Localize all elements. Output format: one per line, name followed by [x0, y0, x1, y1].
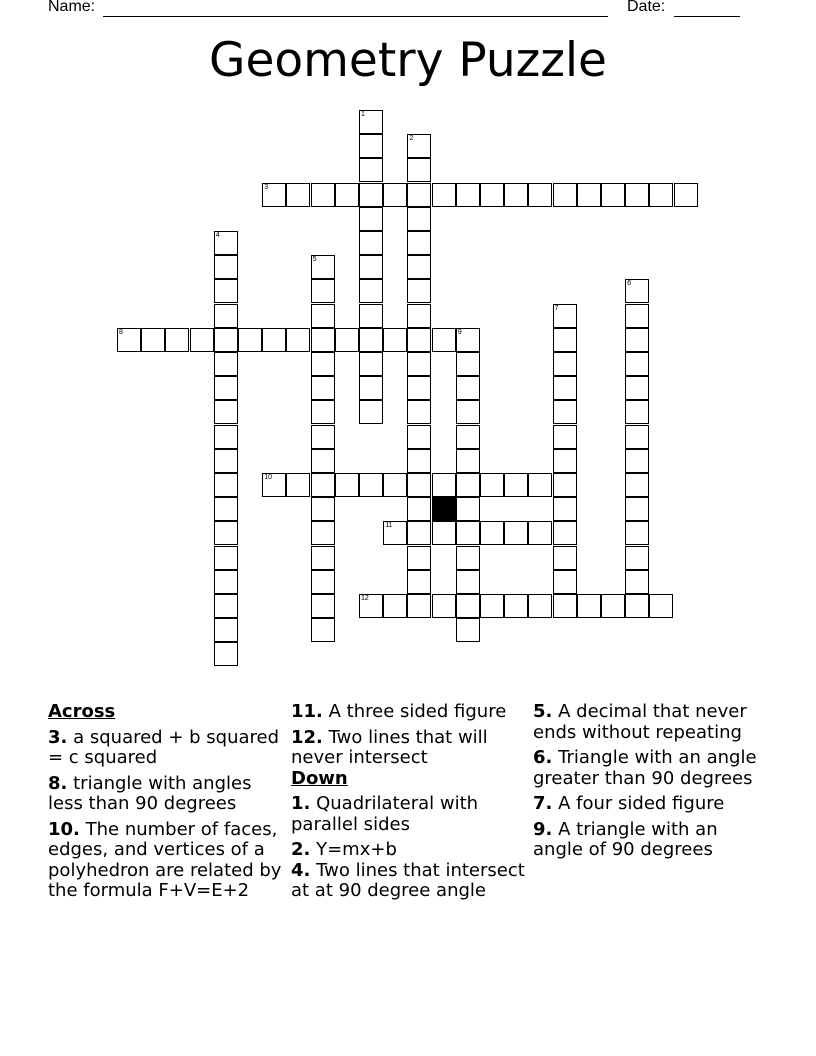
date-label: Date:	[627, 0, 666, 15]
grid-cell[interactable]	[214, 642, 238, 666]
grid-cell[interactable]	[407, 158, 431, 182]
grid-cell[interactable]	[456, 497, 480, 521]
grid-cell[interactable]	[407, 255, 431, 279]
grid-cell[interactable]	[214, 618, 238, 642]
grid-cell[interactable]	[625, 594, 649, 618]
grid-cell[interactable]	[214, 449, 238, 473]
grid-cell[interactable]	[359, 328, 383, 352]
grid-cell[interactable]	[311, 376, 335, 400]
grid-cell[interactable]	[625, 352, 649, 376]
grid-cell[interactable]	[553, 352, 577, 376]
grid-cell[interactable]	[214, 521, 238, 545]
clue-number-label: 5	[312, 256, 317, 264]
grid-cell[interactable]	[625, 425, 649, 449]
grid-cell[interactable]	[625, 376, 649, 400]
clue-column-2	[291, 702, 531, 907]
grid-cell[interactable]	[335, 328, 359, 352]
grid-cell[interactable]	[407, 425, 431, 449]
clue-number: 5.	[533, 701, 553, 722]
clue-column-3	[533, 702, 773, 866]
clue-number: 1.	[291, 793, 311, 814]
grid-cell[interactable]	[504, 521, 528, 545]
grid-cell[interactable]	[165, 328, 189, 352]
grid-cell[interactable]	[553, 594, 577, 618]
grid-cell[interactable]	[480, 473, 504, 497]
clue-text: Quadrilateral with parallel sides	[291, 793, 479, 835]
grid-cell[interactable]	[141, 328, 165, 352]
grid-cell[interactable]	[528, 183, 552, 207]
clue-number: 10.	[48, 818, 80, 840]
grid-cell[interactable]	[214, 497, 238, 521]
clue-number: 4.	[291, 859, 311, 881]
page-title: Geometry Puzzle	[209, 33, 607, 88]
grid-cell[interactable]	[262, 183, 286, 207]
grid-cell[interactable]	[214, 376, 238, 400]
clue-down-5	[533, 702, 773, 743]
grid-cell[interactable]	[383, 521, 407, 545]
grid-cell[interactable]	[432, 521, 456, 545]
clue-number-label: 11	[385, 522, 393, 530]
grid-cell[interactable]	[311, 594, 335, 618]
grid-cell[interactable]	[311, 352, 335, 376]
clue-number: 3.	[48, 726, 68, 748]
grid-cell[interactable]	[359, 255, 383, 279]
clue-text: Triangle with an angle greater than 90 degrees	[533, 747, 757, 789]
grid-cell[interactable]	[625, 570, 649, 594]
grid-cell[interactable]	[359, 400, 383, 424]
clue-number: 12.	[291, 726, 323, 748]
grid-cell[interactable]	[311, 618, 335, 642]
clue-number-label: 7	[554, 304, 559, 312]
grid-cell[interactable]	[311, 570, 335, 594]
clue-down-4	[291, 861, 531, 902]
grid-cell[interactable]	[456, 376, 480, 400]
grid-cell[interactable]	[504, 183, 528, 207]
grid-cell[interactable]	[359, 279, 383, 303]
clue-text: A decimal that never ends without repeating	[533, 701, 747, 743]
clue-number-label: 4	[215, 232, 220, 239]
clue-across-8	[48, 774, 288, 815]
grid-cell[interactable]	[286, 473, 310, 497]
grid-cell[interactable]	[262, 328, 286, 352]
grid-cell[interactable]	[553, 304, 577, 328]
grid-cell[interactable]	[480, 183, 504, 207]
name-label: Name:	[48, 0, 96, 15]
grid-cell[interactable]	[407, 304, 431, 328]
grid-cell[interactable]	[456, 400, 480, 424]
grid-cell[interactable]	[214, 304, 238, 328]
grid-cell[interactable]	[456, 352, 480, 376]
grid-cell[interactable]	[456, 546, 480, 570]
clue-number-label: 12	[361, 595, 369, 602]
grid-cell[interactable]	[528, 521, 552, 545]
grid-cell[interactable]	[407, 328, 431, 352]
grid-cell[interactable]	[407, 594, 431, 618]
grid-cell[interactable]	[553, 473, 577, 497]
grid-cell[interactable]	[214, 473, 238, 497]
grid-cell[interactable]	[407, 231, 431, 255]
grid-cell[interactable]	[504, 594, 528, 618]
grid-cell[interactable]	[359, 473, 383, 497]
grid-cell[interactable]	[456, 328, 480, 352]
grid-cell[interactable]	[553, 425, 577, 449]
grid-cell[interactable]	[456, 449, 480, 473]
grid-cell[interactable]	[577, 594, 601, 618]
grid-cell[interactable]	[311, 546, 335, 570]
grid-cell[interactable]	[625, 521, 649, 545]
grid-cell[interactable]	[407, 521, 431, 545]
grid-cell[interactable]	[625, 546, 649, 570]
grid-cell[interactable]	[407, 473, 431, 497]
clue-down-7	[533, 794, 773, 815]
grid-cell[interactable]	[359, 231, 383, 255]
grid-cell[interactable]	[432, 183, 456, 207]
grid-cell[interactable]	[311, 279, 335, 303]
grid-cell[interactable]	[335, 473, 359, 497]
grid-cell[interactable]	[214, 425, 238, 449]
grid-cell[interactable]	[625, 473, 649, 497]
grid-cell[interactable]	[262, 473, 286, 497]
grid-cell[interactable]	[311, 255, 335, 279]
grid-cell[interactable]	[311, 183, 335, 207]
clue-number: 11.	[291, 701, 323, 722]
grid-cell[interactable]	[432, 594, 456, 618]
grid-cell[interactable]	[553, 328, 577, 352]
clue-text: a squared + b squared = c squared	[48, 726, 280, 768]
grid-cell[interactable]	[311, 304, 335, 328]
grid-cell[interactable]	[432, 328, 456, 352]
grid-cell[interactable]	[625, 449, 649, 473]
grid-cell[interactable]	[480, 594, 504, 618]
grid-cell[interactable]	[553, 449, 577, 473]
grid-cell[interactable]	[311, 328, 335, 352]
grid-cell[interactable]	[359, 158, 383, 182]
grid-cell[interactable]	[407, 376, 431, 400]
grid-cell[interactable]	[456, 521, 480, 545]
grid-cell[interactable]	[504, 473, 528, 497]
grid-cell[interactable]	[359, 183, 383, 207]
grid-cell[interactable]	[359, 352, 383, 376]
grid-cell[interactable]	[311, 473, 335, 497]
grid-cell[interactable]	[311, 497, 335, 521]
grid-cell[interactable]	[553, 376, 577, 400]
grid-cell[interactable]	[456, 425, 480, 449]
clue-number: 9.	[533, 818, 553, 840]
clue-number-label: 2	[409, 135, 414, 143]
grid-cell[interactable]	[407, 570, 431, 594]
grid-cell[interactable]	[649, 183, 673, 207]
grid-cell[interactable]	[190, 328, 214, 352]
grid-cell[interactable]	[359, 594, 383, 618]
grid-cell[interactable]	[625, 304, 649, 328]
grid-cell[interactable]	[359, 134, 383, 158]
grid-cell[interactable]	[456, 473, 480, 497]
grid-cell[interactable]	[214, 279, 238, 303]
grid-cell[interactable]	[625, 328, 649, 352]
grid-cell[interactable]	[528, 473, 552, 497]
clue-text: Y=mx+b	[316, 839, 397, 860]
grid-cell[interactable]	[383, 594, 407, 618]
clue-number-label: 9	[457, 328, 462, 336]
clue-number-label: 8	[119, 328, 123, 336]
clue-column-1	[48, 702, 288, 907]
grid-cell[interactable]	[407, 207, 431, 231]
grid-cell[interactable]	[480, 521, 504, 545]
grid-cell[interactable]	[407, 546, 431, 570]
grid-cell[interactable]	[625, 279, 649, 303]
grid-cell[interactable]	[214, 546, 238, 570]
grid-cell[interactable]	[311, 425, 335, 449]
grid-cell[interactable]	[286, 328, 310, 352]
grid-cell[interactable]	[383, 328, 407, 352]
clue-text: The number of faces, edges, and vertices of a polyhedron are related by the formula F+V=E+2	[48, 818, 282, 901]
grid-cell[interactable]	[117, 328, 141, 352]
clue-number-label: 6	[627, 280, 632, 288]
black-cell	[432, 497, 456, 521]
grid-cell[interactable]	[625, 400, 649, 424]
clue-text: Two lines that intersect at at 90 degree angle	[291, 859, 525, 901]
grid-cell[interactable]	[407, 352, 431, 376]
grid-cell[interactable]	[601, 183, 625, 207]
grid-cell[interactable]	[456, 183, 480, 207]
grid-cell[interactable]	[625, 183, 649, 207]
grid-cell[interactable]	[528, 594, 552, 618]
grid-cell[interactable]	[456, 594, 480, 618]
clue-down-1	[291, 794, 531, 835]
down-heading: Down	[291, 767, 348, 789]
grid-cell[interactable]	[214, 352, 238, 376]
clue-across-3	[48, 728, 288, 769]
clue-text: A triangle with an angle of 90 degrees	[533, 818, 718, 860]
grid-cell[interactable]	[335, 183, 359, 207]
grid-cell[interactable]	[577, 183, 601, 207]
clue-down-9	[533, 820, 773, 861]
grid-cell[interactable]	[359, 207, 383, 231]
grid-cell[interactable]	[456, 570, 480, 594]
grid-cell[interactable]	[553, 570, 577, 594]
clue-number: 2.	[291, 839, 311, 860]
grid-cell[interactable]	[214, 231, 238, 255]
clue-across-12	[291, 728, 531, 769]
clue-number-label: 10	[264, 474, 272, 481]
grid-cell[interactable]	[359, 110, 383, 134]
grid-cell[interactable]	[214, 570, 238, 594]
clue-number: 6.	[533, 747, 553, 768]
grid-cell[interactable]	[311, 400, 335, 424]
clue-across-11	[291, 702, 531, 723]
grid-cell[interactable]	[311, 521, 335, 545]
grid-cell[interactable]	[359, 376, 383, 400]
grid-cell[interactable]	[553, 183, 577, 207]
grid-cell[interactable]	[214, 255, 238, 279]
clue-text: A three sided figure	[328, 701, 507, 722]
grid-cell[interactable]	[407, 183, 431, 207]
grid-cell[interactable]	[407, 449, 431, 473]
clue-down-2	[291, 840, 531, 861]
clue-number: 8.	[48, 772, 68, 794]
grid-cell[interactable]	[383, 183, 407, 207]
grid-cell[interactable]	[238, 328, 262, 352]
grid-cell[interactable]	[407, 497, 431, 521]
grid-cell[interactable]	[432, 473, 456, 497]
grid-cell[interactable]	[286, 183, 310, 207]
grid-cell[interactable]	[649, 594, 673, 618]
clue-text: A four sided figure	[558, 793, 725, 814]
grid-cell[interactable]	[553, 546, 577, 570]
grid-cell[interactable]	[407, 400, 431, 424]
grid-cell[interactable]	[359, 304, 383, 328]
across-heading: Across	[48, 701, 116, 722]
grid-cell[interactable]	[553, 521, 577, 545]
grid-cell[interactable]	[625, 497, 649, 521]
grid-cell[interactable]	[383, 473, 407, 497]
clue-number-label: 1	[361, 111, 365, 118]
grid-cell[interactable]	[407, 134, 431, 158]
clue-text: triangle with angles less than 90 degrees	[48, 772, 252, 814]
grid-cell[interactable]	[407, 279, 431, 303]
grid-cell[interactable]	[214, 328, 238, 352]
clue-down-6	[533, 748, 773, 789]
grid-cell[interactable]	[214, 400, 238, 424]
clue-across-10	[48, 820, 288, 902]
grid-cell[interactable]	[311, 449, 335, 473]
clue-text: Two lines that will never intersect	[291, 726, 488, 768]
grid-cell[interactable]	[456, 618, 480, 642]
clue-number: 7.	[533, 793, 553, 814]
grid-cell[interactable]	[553, 497, 577, 521]
grid-cell[interactable]	[601, 594, 625, 618]
grid-cell[interactable]	[674, 183, 698, 207]
grid-cell[interactable]	[553, 400, 577, 424]
clue-number-label: 3	[264, 183, 269, 191]
grid-cell[interactable]	[214, 594, 238, 618]
